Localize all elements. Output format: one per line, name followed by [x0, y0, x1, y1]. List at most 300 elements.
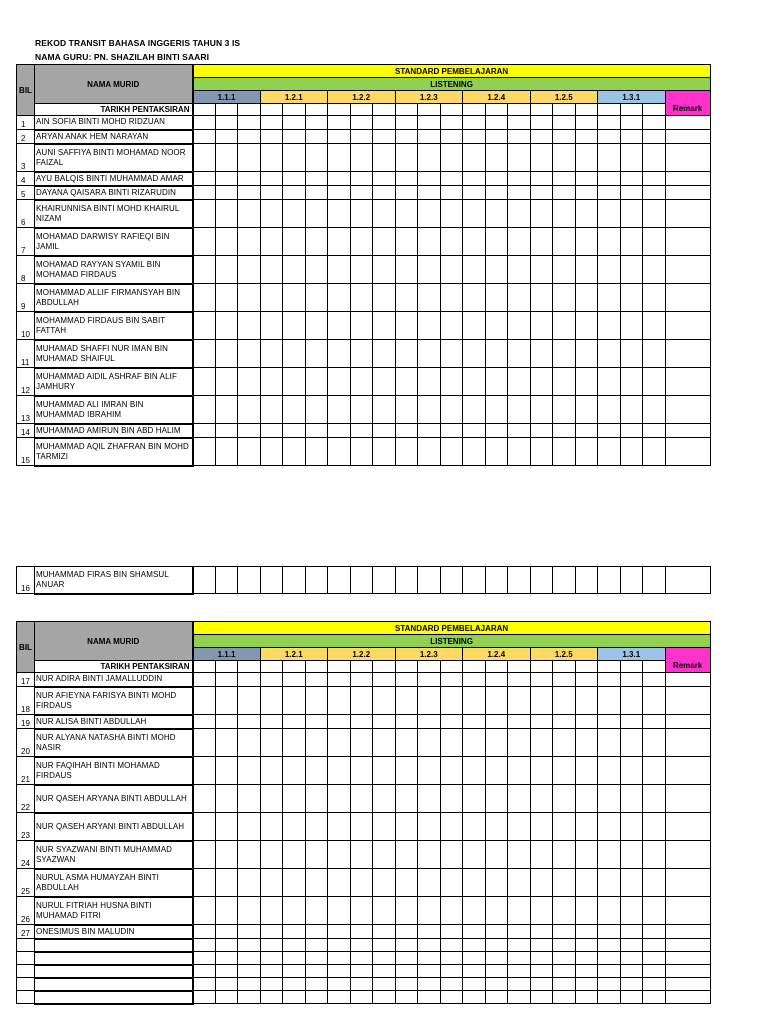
- assessment-cell[interactable]: [350, 340, 373, 368]
- assessment-cell[interactable]: [463, 256, 486, 284]
- assessment-cell[interactable]: [350, 991, 373, 1004]
- remark-cell[interactable]: [665, 729, 710, 757]
- assessment-cell[interactable]: [328, 186, 351, 200]
- assessment-cell[interactable]: [238, 116, 261, 130]
- assessment-cell[interactable]: [193, 424, 216, 438]
- assessment-cell[interactable]: [530, 687, 553, 715]
- assessment-cell[interactable]: [283, 869, 306, 897]
- assessment-cell[interactable]: [575, 715, 598, 729]
- assessment-cell[interactable]: [463, 340, 486, 368]
- assessment-cell[interactable]: [193, 897, 216, 925]
- assessment-cell[interactable]: [620, 869, 643, 897]
- assessment-cell[interactable]: [598, 715, 621, 729]
- assessment-cell[interactable]: [238, 130, 261, 144]
- assessment-cell[interactable]: [328, 424, 351, 438]
- assessment-cell[interactable]: [305, 567, 328, 594]
- assessment-cell[interactable]: [530, 939, 553, 952]
- assessment-cell[interactable]: [643, 186, 666, 200]
- remark-cell[interactable]: [665, 340, 710, 368]
- date-cell[interactable]: [643, 104, 666, 116]
- assessment-cell[interactable]: [418, 841, 441, 869]
- assessment-cell[interactable]: [553, 368, 576, 396]
- assessment-cell[interactable]: [395, 396, 418, 424]
- assessment-cell[interactable]: [553, 715, 576, 729]
- assessment-cell[interactable]: [620, 925, 643, 939]
- assessment-cell[interactable]: [350, 952, 373, 965]
- assessment-cell[interactable]: [328, 396, 351, 424]
- assessment-cell[interactable]: [643, 438, 666, 466]
- assessment-cell[interactable]: [485, 144, 508, 172]
- assessment-cell[interactable]: [373, 869, 396, 897]
- assessment-cell[interactable]: [620, 841, 643, 869]
- assessment-cell[interactable]: [215, 952, 238, 965]
- assessment-cell[interactable]: [643, 228, 666, 256]
- date-cell[interactable]: [620, 104, 643, 116]
- assessment-cell[interactable]: [350, 785, 373, 813]
- assessment-cell[interactable]: [395, 116, 418, 130]
- remark-cell[interactable]: [665, 978, 710, 991]
- assessment-cell[interactable]: [193, 757, 216, 785]
- assessment-cell[interactable]: [238, 715, 261, 729]
- assessment-cell[interactable]: [440, 965, 463, 978]
- assessment-cell[interactable]: [530, 200, 553, 228]
- assessment-cell[interactable]: [283, 284, 306, 312]
- assessment-cell[interactable]: [238, 978, 261, 991]
- assessment-cell[interactable]: [350, 396, 373, 424]
- assessment-cell[interactable]: [598, 965, 621, 978]
- assessment-cell[interactable]: [575, 687, 598, 715]
- assessment-cell[interactable]: [283, 813, 306, 841]
- assessment-cell[interactable]: [350, 424, 373, 438]
- assessment-cell[interactable]: [643, 312, 666, 340]
- assessment-cell[interactable]: [620, 965, 643, 978]
- assessment-cell[interactable]: [260, 715, 283, 729]
- assessment-cell[interactable]: [485, 925, 508, 939]
- assessment-cell[interactable]: [238, 673, 261, 687]
- assessment-cell[interactable]: [575, 978, 598, 991]
- assessment-cell[interactable]: [530, 757, 553, 785]
- assessment-cell[interactable]: [418, 897, 441, 925]
- assessment-cell[interactable]: [238, 228, 261, 256]
- assessment-cell[interactable]: [643, 991, 666, 1004]
- assessment-cell[interactable]: [485, 438, 508, 466]
- assessment-cell[interactable]: [553, 869, 576, 897]
- assessment-cell[interactable]: [193, 130, 216, 144]
- assessment-cell[interactable]: [193, 785, 216, 813]
- assessment-cell[interactable]: [373, 228, 396, 256]
- assessment-cell[interactable]: [575, 939, 598, 952]
- assessment-cell[interactable]: [395, 673, 418, 687]
- assessment-cell[interactable]: [328, 312, 351, 340]
- assessment-cell[interactable]: [328, 729, 351, 757]
- date-cell[interactable]: [440, 104, 463, 116]
- assessment-cell[interactable]: [215, 991, 238, 1004]
- assessment-cell[interactable]: [463, 144, 486, 172]
- assessment-cell[interactable]: [643, 925, 666, 939]
- remark-cell[interactable]: [665, 256, 710, 284]
- assessment-cell[interactable]: [508, 438, 531, 466]
- assessment-cell[interactable]: [440, 925, 463, 939]
- assessment-cell[interactable]: [508, 841, 531, 869]
- assessment-cell[interactable]: [485, 186, 508, 200]
- assessment-cell[interactable]: [328, 228, 351, 256]
- assessment-cell[interactable]: [238, 813, 261, 841]
- assessment-cell[interactable]: [215, 116, 238, 130]
- assessment-cell[interactable]: [598, 200, 621, 228]
- assessment-cell[interactable]: [643, 897, 666, 925]
- assessment-cell[interactable]: [373, 284, 396, 312]
- remark-cell[interactable]: [665, 687, 710, 715]
- assessment-cell[interactable]: [530, 172, 553, 186]
- assessment-cell[interactable]: [260, 869, 283, 897]
- assessment-cell[interactable]: [643, 424, 666, 438]
- remark-cell[interactable]: [665, 785, 710, 813]
- assessment-cell[interactable]: [643, 200, 666, 228]
- date-cell[interactable]: [508, 661, 531, 673]
- assessment-cell[interactable]: [260, 991, 283, 1004]
- assessment-cell[interactable]: [350, 841, 373, 869]
- assessment-cell[interactable]: [575, 991, 598, 1004]
- assessment-cell[interactable]: [463, 965, 486, 978]
- assessment-cell[interactable]: [530, 925, 553, 939]
- remark-cell[interactable]: [665, 567, 710, 594]
- assessment-cell[interactable]: [508, 284, 531, 312]
- assessment-cell[interactable]: [463, 284, 486, 312]
- assessment-cell[interactable]: [215, 424, 238, 438]
- assessment-cell[interactable]: [620, 952, 643, 965]
- assessment-cell[interactable]: [553, 757, 576, 785]
- remark-cell[interactable]: [665, 284, 710, 312]
- assessment-cell[interactable]: [620, 567, 643, 594]
- assessment-cell[interactable]: [260, 144, 283, 172]
- assessment-cell[interactable]: [328, 256, 351, 284]
- assessment-cell[interactable]: [193, 939, 216, 952]
- date-cell[interactable]: [530, 661, 553, 673]
- assessment-cell[interactable]: [260, 438, 283, 466]
- remark-cell[interactable]: [665, 144, 710, 172]
- assessment-cell[interactable]: [485, 897, 508, 925]
- assessment-cell[interactable]: [575, 144, 598, 172]
- assessment-cell[interactable]: [440, 228, 463, 256]
- assessment-cell[interactable]: [440, 144, 463, 172]
- assessment-cell[interactable]: [395, 939, 418, 952]
- assessment-cell[interactable]: [283, 715, 306, 729]
- assessment-cell[interactable]: [215, 729, 238, 757]
- assessment-cell[interactable]: [373, 567, 396, 594]
- assessment-cell[interactable]: [598, 130, 621, 144]
- assessment-cell[interactable]: [463, 897, 486, 925]
- date-cell[interactable]: [373, 104, 396, 116]
- assessment-cell[interactable]: [508, 978, 531, 991]
- assessment-cell[interactable]: [283, 116, 306, 130]
- assessment-cell[interactable]: [485, 424, 508, 438]
- assessment-cell[interactable]: [215, 757, 238, 785]
- assessment-cell[interactable]: [238, 991, 261, 1004]
- assessment-cell[interactable]: [373, 687, 396, 715]
- assessment-cell[interactable]: [350, 256, 373, 284]
- assessment-cell[interactable]: [305, 130, 328, 144]
- assessment-cell[interactable]: [283, 312, 306, 340]
- assessment-cell[interactable]: [485, 729, 508, 757]
- assessment-cell[interactable]: [553, 312, 576, 340]
- date-cell[interactable]: [328, 104, 351, 116]
- assessment-cell[interactable]: [508, 144, 531, 172]
- assessment-cell[interactable]: [373, 952, 396, 965]
- assessment-cell[interactable]: [575, 200, 598, 228]
- assessment-cell[interactable]: [508, 116, 531, 130]
- assessment-cell[interactable]: [283, 897, 306, 925]
- assessment-cell[interactable]: [575, 340, 598, 368]
- assessment-cell[interactable]: [530, 424, 553, 438]
- assessment-cell[interactable]: [418, 424, 441, 438]
- assessment-cell[interactable]: [305, 368, 328, 396]
- assessment-cell[interactable]: [485, 841, 508, 869]
- assessment-cell[interactable]: [620, 424, 643, 438]
- assessment-cell[interactable]: [193, 312, 216, 340]
- assessment-cell[interactable]: [508, 925, 531, 939]
- assessment-cell[interactable]: [373, 939, 396, 952]
- assessment-cell[interactable]: [418, 284, 441, 312]
- assessment-cell[interactable]: [620, 991, 643, 1004]
- assessment-cell[interactable]: [350, 925, 373, 939]
- assessment-cell[interactable]: [575, 841, 598, 869]
- assessment-cell[interactable]: [440, 284, 463, 312]
- assessment-cell[interactable]: [485, 939, 508, 952]
- assessment-cell[interactable]: [463, 939, 486, 952]
- assessment-cell[interactable]: [193, 715, 216, 729]
- assessment-cell[interactable]: [193, 673, 216, 687]
- assessment-cell[interactable]: [215, 715, 238, 729]
- date-cell[interactable]: [350, 104, 373, 116]
- assessment-cell[interactable]: [598, 438, 621, 466]
- assessment-cell[interactable]: [508, 729, 531, 757]
- assessment-cell[interactable]: [373, 438, 396, 466]
- assessment-cell[interactable]: [193, 144, 216, 172]
- assessment-cell[interactable]: [440, 116, 463, 130]
- assessment-cell[interactable]: [418, 228, 441, 256]
- assessment-cell[interactable]: [373, 715, 396, 729]
- assessment-cell[interactable]: [440, 715, 463, 729]
- assessment-cell[interactable]: [418, 813, 441, 841]
- assessment-cell[interactable]: [395, 813, 418, 841]
- assessment-cell[interactable]: [260, 925, 283, 939]
- assessment-cell[interactable]: [215, 144, 238, 172]
- assessment-cell[interactable]: [508, 687, 531, 715]
- assessment-cell[interactable]: [215, 368, 238, 396]
- assessment-cell[interactable]: [598, 368, 621, 396]
- assessment-cell[interactable]: [238, 368, 261, 396]
- assessment-cell[interactable]: [530, 785, 553, 813]
- assessment-cell[interactable]: [395, 144, 418, 172]
- assessment-cell[interactable]: [350, 368, 373, 396]
- assessment-cell[interactable]: [620, 978, 643, 991]
- assessment-cell[interactable]: [485, 396, 508, 424]
- assessment-cell[interactable]: [260, 130, 283, 144]
- assessment-cell[interactable]: [418, 312, 441, 340]
- assessment-cell[interactable]: [620, 340, 643, 368]
- assessment-cell[interactable]: [575, 186, 598, 200]
- assessment-cell[interactable]: [508, 368, 531, 396]
- assessment-cell[interactable]: [553, 200, 576, 228]
- assessment-cell[interactable]: [305, 116, 328, 130]
- assessment-cell[interactable]: [238, 340, 261, 368]
- assessment-cell[interactable]: [620, 144, 643, 172]
- assessment-cell[interactable]: [485, 952, 508, 965]
- assessment-cell[interactable]: [463, 991, 486, 1004]
- assessment-cell[interactable]: [305, 284, 328, 312]
- assessment-cell[interactable]: [440, 813, 463, 841]
- assessment-cell[interactable]: [193, 687, 216, 715]
- assessment-cell[interactable]: [598, 396, 621, 424]
- assessment-cell[interactable]: [418, 715, 441, 729]
- remark-cell[interactable]: [665, 673, 710, 687]
- assessment-cell[interactable]: [260, 965, 283, 978]
- assessment-cell[interactable]: [328, 116, 351, 130]
- assessment-cell[interactable]: [553, 340, 576, 368]
- assessment-cell[interactable]: [373, 312, 396, 340]
- date-cell[interactable]: [305, 661, 328, 673]
- date-cell[interactable]: [643, 661, 666, 673]
- assessment-cell[interactable]: [193, 200, 216, 228]
- assessment-cell[interactable]: [373, 396, 396, 424]
- assessment-cell[interactable]: [598, 925, 621, 939]
- assessment-cell[interactable]: [463, 687, 486, 715]
- assessment-cell[interactable]: [598, 869, 621, 897]
- assessment-cell[interactable]: [193, 567, 216, 594]
- assessment-cell[interactable]: [283, 368, 306, 396]
- assessment-cell[interactable]: [463, 978, 486, 991]
- assessment-cell[interactable]: [508, 424, 531, 438]
- assessment-cell[interactable]: [440, 952, 463, 965]
- assessment-cell[interactable]: [620, 396, 643, 424]
- assessment-cell[interactable]: [395, 715, 418, 729]
- assessment-cell[interactable]: [440, 312, 463, 340]
- assessment-cell[interactable]: [305, 952, 328, 965]
- assessment-cell[interactable]: [418, 757, 441, 785]
- date-cell[interactable]: [598, 661, 621, 673]
- assessment-cell[interactable]: [305, 673, 328, 687]
- assessment-cell[interactable]: [260, 978, 283, 991]
- assessment-cell[interactable]: [238, 965, 261, 978]
- assessment-cell[interactable]: [283, 256, 306, 284]
- assessment-cell[interactable]: [485, 340, 508, 368]
- assessment-cell[interactable]: [418, 687, 441, 715]
- assessment-cell[interactable]: [305, 715, 328, 729]
- assessment-cell[interactable]: [328, 841, 351, 869]
- assessment-cell[interactable]: [260, 200, 283, 228]
- assessment-cell[interactable]: [485, 673, 508, 687]
- remark-cell[interactable]: [665, 186, 710, 200]
- remark-cell[interactable]: [665, 715, 710, 729]
- assessment-cell[interactable]: [485, 228, 508, 256]
- remark-cell[interactable]: [665, 991, 710, 1004]
- assessment-cell[interactable]: [238, 284, 261, 312]
- date-cell[interactable]: [485, 104, 508, 116]
- assessment-cell[interactable]: [643, 813, 666, 841]
- assessment-cell[interactable]: [440, 200, 463, 228]
- assessment-cell[interactable]: [508, 396, 531, 424]
- assessment-cell[interactable]: [620, 228, 643, 256]
- assessment-cell[interactable]: [350, 897, 373, 925]
- assessment-cell[interactable]: [305, 424, 328, 438]
- assessment-cell[interactable]: [643, 130, 666, 144]
- assessment-cell[interactable]: [193, 965, 216, 978]
- assessment-cell[interactable]: [575, 897, 598, 925]
- assessment-cell[interactable]: [530, 438, 553, 466]
- assessment-cell[interactable]: [260, 952, 283, 965]
- assessment-cell[interactable]: [350, 978, 373, 991]
- assessment-cell[interactable]: [508, 952, 531, 965]
- assessment-cell[interactable]: [350, 172, 373, 186]
- assessment-cell[interactable]: [575, 785, 598, 813]
- assessment-cell[interactable]: [598, 939, 621, 952]
- assessment-cell[interactable]: [553, 144, 576, 172]
- assessment-cell[interactable]: [553, 813, 576, 841]
- assessment-cell[interactable]: [328, 172, 351, 186]
- assessment-cell[interactable]: [440, 729, 463, 757]
- remark-cell[interactable]: [665, 925, 710, 939]
- date-cell[interactable]: [620, 661, 643, 673]
- assessment-cell[interactable]: [530, 312, 553, 340]
- assessment-cell[interactable]: [553, 396, 576, 424]
- assessment-cell[interactable]: [598, 729, 621, 757]
- assessment-cell[interactable]: [260, 424, 283, 438]
- assessment-cell[interactable]: [530, 567, 553, 594]
- assessment-cell[interactable]: [575, 424, 598, 438]
- assessment-cell[interactable]: [328, 813, 351, 841]
- assessment-cell[interactable]: [440, 841, 463, 869]
- assessment-cell[interactable]: [620, 939, 643, 952]
- assessment-cell[interactable]: [283, 144, 306, 172]
- assessment-cell[interactable]: [463, 438, 486, 466]
- assessment-cell[interactable]: [620, 368, 643, 396]
- assessment-cell[interactable]: [553, 729, 576, 757]
- remark-cell[interactable]: [665, 939, 710, 952]
- assessment-cell[interactable]: [575, 567, 598, 594]
- assessment-cell[interactable]: [553, 228, 576, 256]
- assessment-cell[interactable]: [620, 256, 643, 284]
- assessment-cell[interactable]: [350, 144, 373, 172]
- remark-cell[interactable]: [665, 438, 710, 466]
- assessment-cell[interactable]: [508, 939, 531, 952]
- assessment-cell[interactable]: [260, 340, 283, 368]
- assessment-cell[interactable]: [418, 729, 441, 757]
- assessment-cell[interactable]: [350, 939, 373, 952]
- assessment-cell[interactable]: [328, 952, 351, 965]
- assessment-cell[interactable]: [238, 144, 261, 172]
- assessment-cell[interactable]: [620, 785, 643, 813]
- assessment-cell[interactable]: [283, 396, 306, 424]
- assessment-cell[interactable]: [620, 813, 643, 841]
- assessment-cell[interactable]: [530, 813, 553, 841]
- assessment-cell[interactable]: [598, 813, 621, 841]
- assessment-cell[interactable]: [530, 130, 553, 144]
- assessment-cell[interactable]: [440, 172, 463, 186]
- date-cell[interactable]: [575, 661, 598, 673]
- assessment-cell[interactable]: [305, 978, 328, 991]
- assessment-cell[interactable]: [530, 897, 553, 925]
- assessment-cell[interactable]: [395, 424, 418, 438]
- assessment-cell[interactable]: [305, 144, 328, 172]
- assessment-cell[interactable]: [643, 715, 666, 729]
- assessment-cell[interactable]: [440, 340, 463, 368]
- assessment-cell[interactable]: [553, 438, 576, 466]
- assessment-cell[interactable]: [508, 991, 531, 1004]
- date-cell[interactable]: [418, 104, 441, 116]
- assessment-cell[interactable]: [418, 256, 441, 284]
- assessment-cell[interactable]: [373, 130, 396, 144]
- remark-cell[interactable]: [665, 368, 710, 396]
